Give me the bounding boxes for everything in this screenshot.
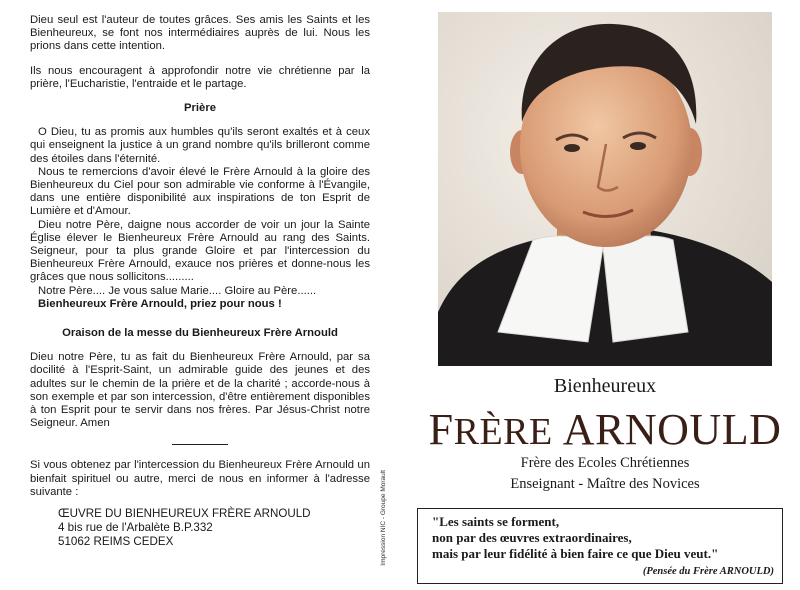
intro-paragraph-1: Dieu seul est l'auteur de toutes grâces. Ses amis les Saints et les Bienheureux, se font nos intermédiaires auprès de lui. Nous les prions dans cette intention. [30,14,370,53]
address-line-3: 51062 REIMS CEDEX [58,535,174,549]
printer-imprint: Impression NIC - Groupe Morault [380,470,387,566]
quote-line-2: non par des œuvres extraordinaires, [432,530,632,545]
quote-box [417,508,783,584]
name-initial: F [428,405,454,454]
quote-line-1: "Les saints se forment, [432,514,560,529]
name-surname: ARNOULD [562,405,782,454]
address-line-1: ŒUVRE DU BIENHEUREUX FRÈRE ARNOULD [58,507,311,521]
intro-paragraph-2: Ils nous encouragent à approfondir notre vie chrétienne par la prière, l'Eucharistie, l'entraide et le partage. [30,64,370,90]
oraison-heading: Oraison de la messe du Bienheureux Frère Arnould [62,327,338,340]
prayer-paragraph-4: Notre Père.... Je vous salue Marie.... Gloire au Père...... [38,284,317,297]
oraison-paragraph: Dieu notre Père, tu as fait du Bienheureux Frère Arnould, par sa docilité à l'Esprit-Saint, un admirable guide des jeunes et des adultes sur le chemin de la prière et de la charité ; accorde-nous à son exemple et par son intercession, d'être entièrement disponibles à ton Esprit pour te servir dans nos frères. Par Jésus-Christ notre Seigneur. Amen [30,351,370,430]
name-rest: RÈRE [453,411,563,453]
postal-address [58,507,370,549]
prayer-paragraph-2: Nous te remercions d'avoir élevé le Frère Arnould à la gloire des Bienheureux du Ciel pour son admirable vie conforme à l'Évangile, dans une entière disponibilité aux inspirations de ton Esprit de Lumière et d'Amour. [30,165,370,218]
prayer-heading: Prière [183,102,217,115]
quote-line-3: mais par leur fidélité à bien faire ce que Dieu veut." [432,546,719,561]
quote-attribution: (Pensée du Frère ARNOULD) [642,566,774,577]
portrait-photo [438,12,772,366]
prayer-paragraph-3: Dieu notre Père, daigne nous accorder de voir un jour la Sainte Église élever le Bienheureux Frère Arnould au rang des Saints. Seigneur, pour ta plus grande Gloire et par l'intercession du Bienheureux Frère Arnould, exauce nos prières et donne-nous les grâces que nous sollicitons......... [30,218,370,284]
divider [172,444,228,445]
prayer-invocation: Bienheureux Frère Arnould, priez pour nous ! [38,297,282,310]
subtitle-order: Frère des Ecoles Chrétiennes [520,455,690,471]
contact-paragraph: Si vous obtenez par l'intercession du Bienheureux Frère Arnould un bienfait spirituel ou autre, merci de nous en informer à l'adresse suivante : [30,459,370,498]
name-heading [410,404,800,455]
prayer-paragraph-1: O Dieu, tu as promis aux humbles qu'ils seront exaltés et à ceux qui enseignent la justice à un grand nombre qu'ils brilleront comme des étoiles dans l'éternité. [30,126,370,165]
subtitle-role: Enseignant - Maître des Novices [510,476,700,492]
prayer-text-column [30,14,370,549]
address-line-2: 4 bis rue de l'Arbalète B.P.332 [58,521,213,535]
title-bienheureux: Bienheureux [553,375,657,397]
